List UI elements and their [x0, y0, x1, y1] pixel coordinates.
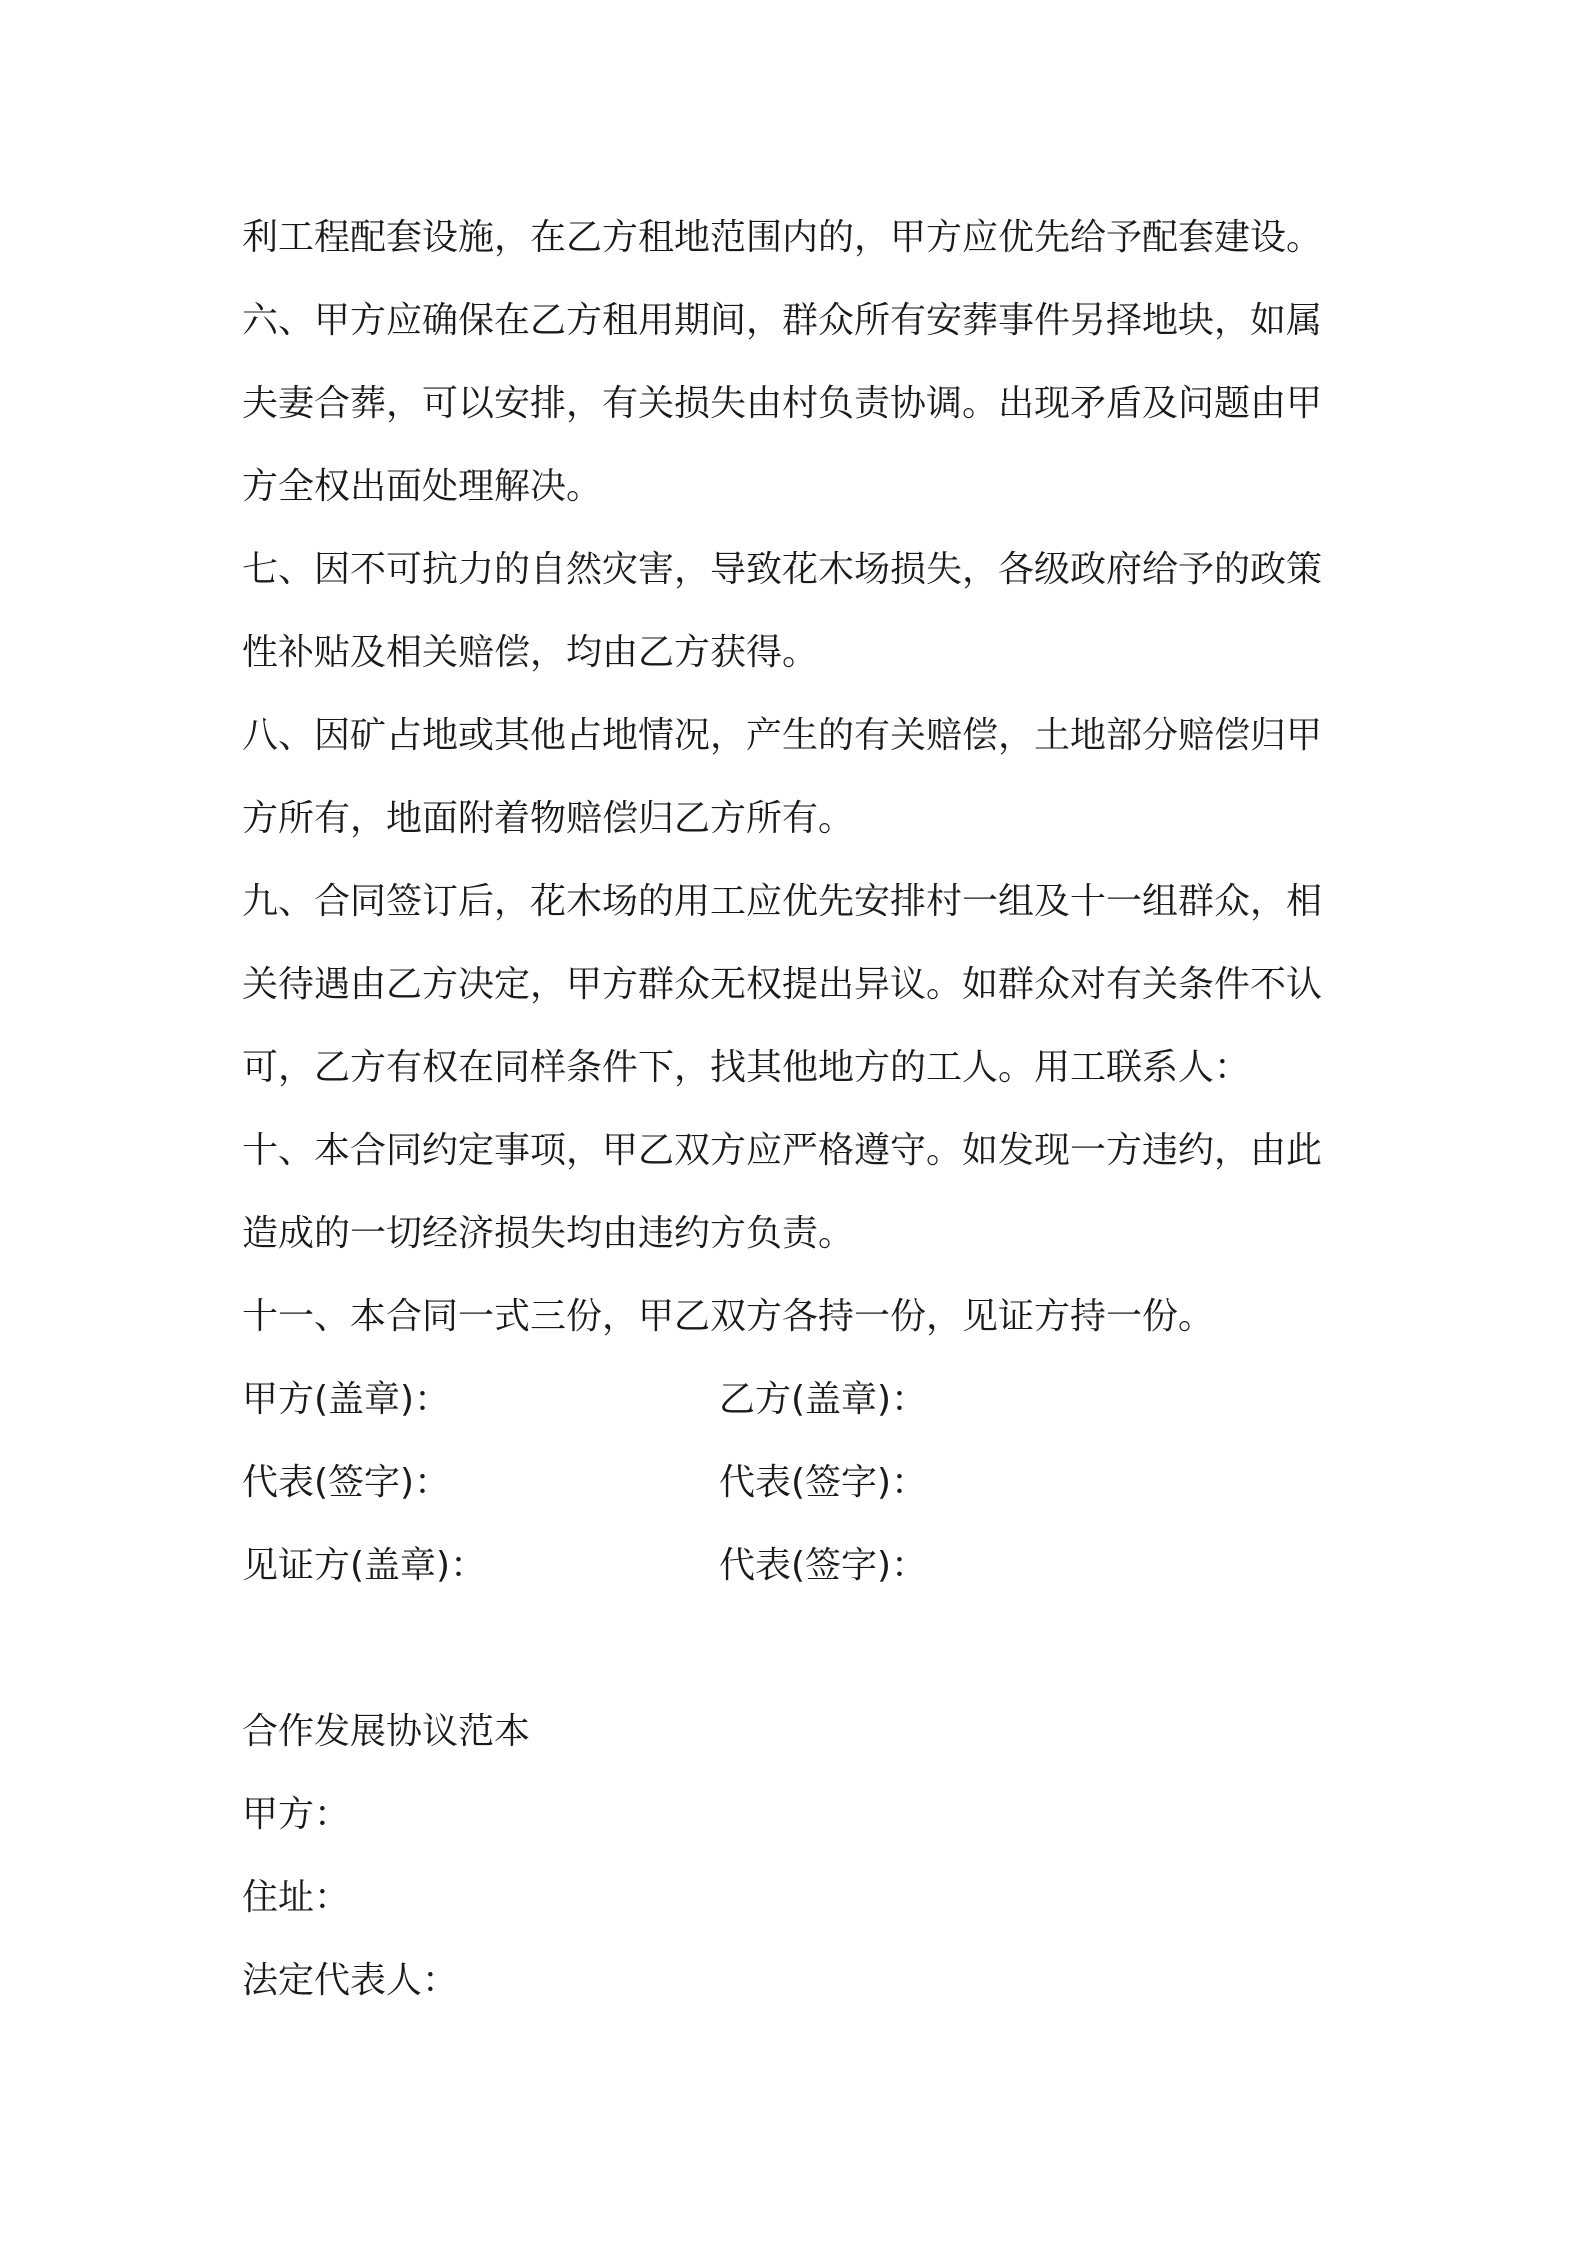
signature-row	[242, 1441, 1362, 1524]
paragraph-line: 九、合同签订后，花木场的用工应优先安排村一组及十一组群众，相	[242, 881, 1323, 922]
paragraph-line: 十一、本合同一式三份，甲乙双方各持一份，见证方持一份。	[242, 1296, 1215, 1337]
paragraph-line: 十、本合同约定事项，甲乙双方应严格遵守。如发现一方违约，由此	[242, 1130, 1323, 1171]
party-b-representative-label: 代表(签字)：	[719, 1462, 928, 1503]
document-body	[242, 196, 1362, 2022]
party-a-representative-label: 代表(签字)：	[242, 1462, 451, 1503]
signature-row	[242, 1524, 1362, 1607]
paragraph-line: 八、因矿占地或其他占地情况，产生的有关赔偿，土地部分赔偿归甲	[242, 715, 1323, 756]
signature-row	[242, 1358, 1362, 1441]
witness-seal-label: 见证方(盖章)：	[242, 1545, 487, 1586]
section-spacer	[242, 1607, 1362, 1690]
legal-representative-label: 法定代表人：	[242, 1960, 459, 2001]
paragraph-line: 性补贴及相关赔偿，均由乙方获得。	[242, 632, 819, 673]
paragraph-line: 夫妻合葬，可以安排，有关损失由村负责协调。出现矛盾及问题由甲	[242, 383, 1323, 424]
next-document-title: 合作发展协议范本	[242, 1711, 531, 1752]
paragraph-line: 利工程配套设施，在乙方租地范围内的，甲方应优先给予配套建设。	[242, 217, 1323, 258]
party-a-seal-label: 甲方(盖章)：	[242, 1379, 451, 1420]
party-a-label: 甲方：	[242, 1794, 351, 1835]
paragraph-line: 六、甲方应确保在乙方租用期间，群众所有安葬事件另择地块，如属	[242, 300, 1323, 341]
witness-representative-label: 代表(签字)：	[719, 1545, 928, 1586]
paragraph-line: 可，乙方有权在同样条件下，找其他地方的工人。用工联系人：	[242, 1047, 1251, 1088]
paragraph-line: 方所有，地面附着物赔偿归乙方所有。	[242, 798, 855, 839]
paragraph-line: 关待遇由乙方决定，甲方群众无权提出异议。如群众对有关条件不认	[242, 964, 1323, 1005]
party-b-seal-label: 乙方(盖章)：	[719, 1379, 928, 1420]
paragraph-line: 方全权出面处理解决。	[242, 466, 603, 507]
paragraph-line: 造成的一切经济损失均由违约方负责。	[242, 1213, 855, 1254]
paragraph-line: 七、因不可抗力的自然灾害，导致花木场损失，各级政府给予的政策	[242, 549, 1323, 590]
address-label: 住址：	[242, 1877, 351, 1918]
